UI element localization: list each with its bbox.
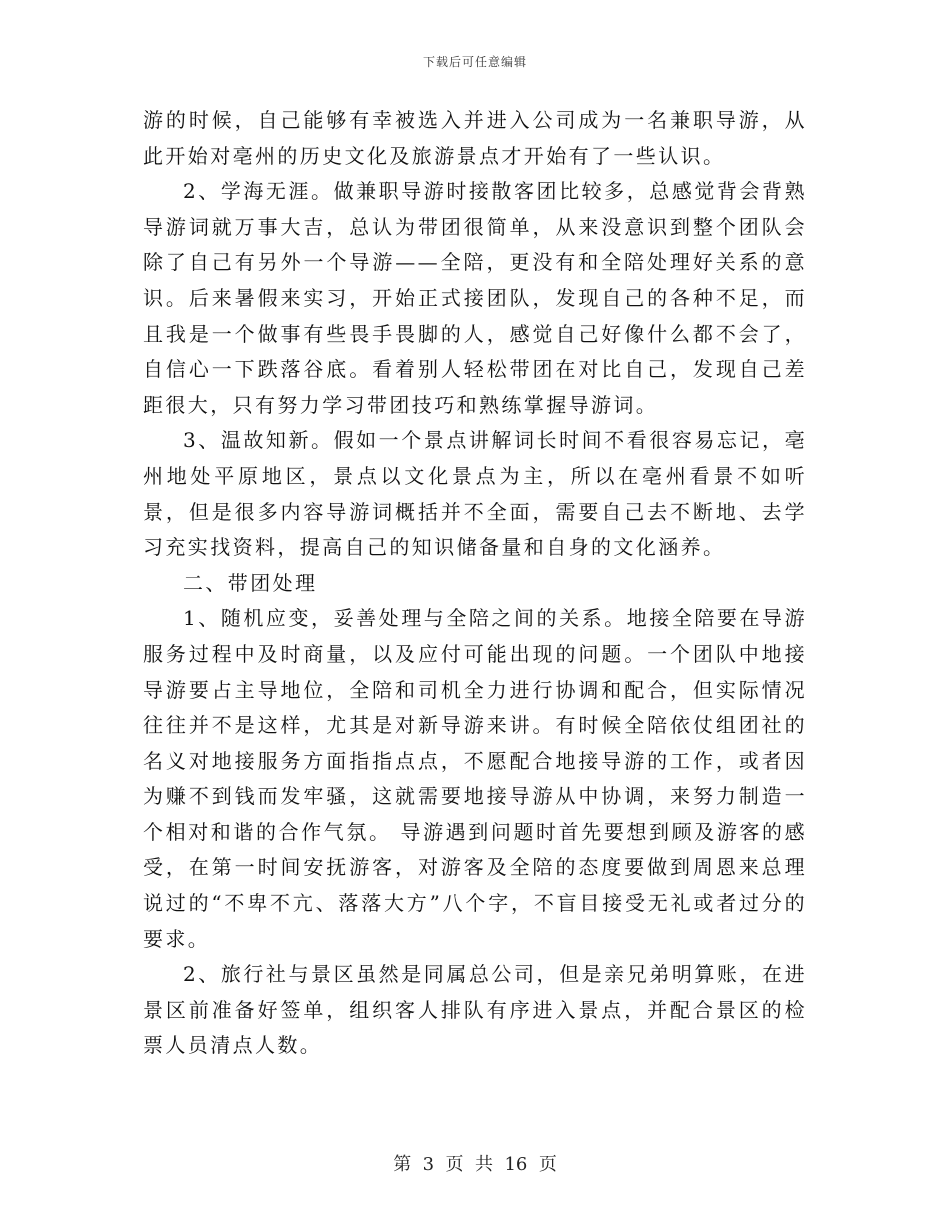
page-header: 下载后可任意编辑: [422, 55, 527, 69]
total-label: 共: [475, 1154, 493, 1175]
body-paragraph: 1、随机应变，妥善处理与全陪之间的关系。地接全陪要在导游服务过程中及时商量，以及应付可能出现的问题。一个团队中地接导游要占主导地位，全陪和司机全力进行协调和配合，但实际情况往往并不是这样，尤其是对新导游来讲。有时候全陪依仗组团社的名义对地接服务方面指指点点，不愿配合地接导游的工作，或者因为赚不到钱而发牢骚，这就需要地接导游从中协调，来努力制造一个相对和谐的合作气氛。 导游遇到问题时首先要想到顾及游客的感受，在第一时间安抚游客，对游客及全陪的态度要做到周恩来总理说过的“不卑不亢、落落大方”八个字，不盲目接受无礼或者过分的要求。: [143, 606, 807, 951]
document-body: [143, 103, 807, 1064]
body-paragraph: 3、温故知新。假如一个景点讲解词长时间不看很容易忘记，亳州地处平原地区，景点以文化景点为主，所以在亳州看景不如听景，但是很多内容导游词概括并不全面，需要自己去不断地、去学习充实找资料，提高自己的知识储备量和自身的文化涵养。: [143, 428, 807, 560]
body-paragraph: 2、旅行社与景区虽然是同属总公司，但是亲兄弟明算账，在进景区前准备好签单，组织客人排队有序进入景点，并配合景区的检票人员清点人数。: [143, 962, 807, 1058]
current-page-number: 3: [422, 1154, 435, 1175]
page-label-mid: 页: [445, 1154, 464, 1175]
total-page-number: 16: [504, 1154, 528, 1175]
body-paragraph: 2、学海无涯。做兼职导游时接散客团比较多，总感觉背会背熟导游词就万事大吉，总认为带团很简单，从来没意识到整个团队会除了自己有另外一个导游——全陪，更没有和全陪处理好关系的意识。后来暑假来实习，开始正式接团队，发现自己的各种不足，而且我是一个做事有些畏手畏脚的人，感觉自己好像什么都不会了，自信心一下跌落谷底。看着别人轻松带团在对比自己，发现自己差距很大，只有努力学习带团技巧和熟练掌握导游词。: [143, 179, 807, 417]
page-label-suffix: 页: [538, 1154, 557, 1175]
page-footer: [0, 1150, 950, 1176]
page-label-prefix: 第: [393, 1154, 412, 1175]
section-heading: 二、带团处理: [183, 570, 318, 595]
body-paragraph: 游的时候，自己能够有幸被选入并进入公司成为一名兼职导游，从此开始对亳州的历史文化及旅游景点才开始有了一些认识。: [143, 108, 807, 168]
